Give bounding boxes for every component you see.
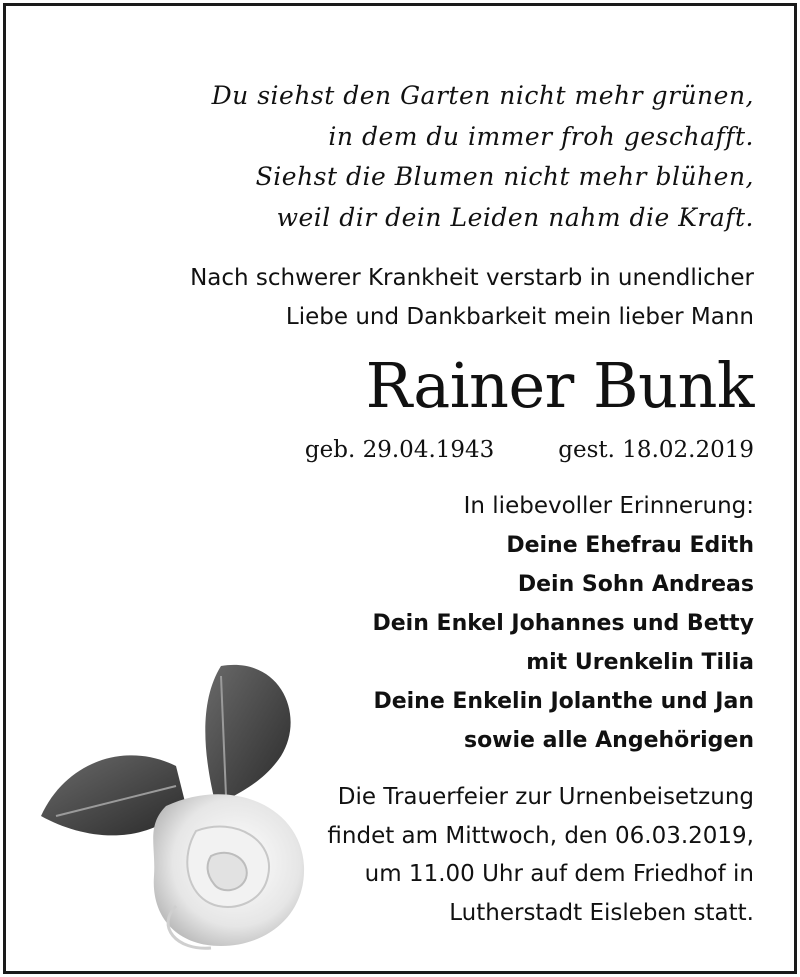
funeral-info bbox=[327, 778, 754, 932]
mourners-list bbox=[373, 526, 755, 760]
mourner: Deine Ehefrau Edith bbox=[506, 533, 754, 558]
funeral-line: Lutherstadt Eisleben statt. bbox=[449, 899, 754, 926]
intro-line: Liebe und Dankbarkeit mein lieber Mann bbox=[285, 304, 754, 330]
mourner: Dein Sohn Andreas bbox=[517, 572, 754, 597]
intro-line: Nach schwerer Krankheit verstarb in unendlicher bbox=[190, 265, 754, 291]
funeral-line: um 11.00 Uhr auf dem Friedhof in bbox=[364, 861, 754, 887]
obituary-notice bbox=[3, 3, 797, 974]
intro-text bbox=[190, 259, 754, 337]
funeral-line: findet am Mittwoch, den 06.03.2019, bbox=[327, 822, 754, 849]
poem-line: Siehst die Blumen nicht mehr blühen, bbox=[255, 162, 754, 191]
poem-line: Du siehst den Garten nicht mehr grünen, bbox=[211, 81, 754, 110]
death-date: gest. 18.02.2019 bbox=[558, 437, 754, 463]
poem bbox=[212, 76, 754, 238]
mourner: sowie alle Angehörigen bbox=[463, 728, 754, 753]
rose-icon bbox=[36, 656, 326, 956]
funeral-line: Die Trauerfeier zur Urnenbeisetzung bbox=[337, 784, 754, 810]
poem-line: weil dir dein Leiden nahm die Kraft. bbox=[276, 202, 754, 232]
memory-heading: In liebevoller Erinnerung: bbox=[463, 493, 754, 519]
mourner: mit Urenkelin Tilia bbox=[526, 650, 754, 675]
birth-date: geb. 29.04.1943 bbox=[304, 437, 495, 463]
poem-line: in dem du immer froh geschafft. bbox=[328, 121, 754, 151]
life-dates bbox=[305, 430, 754, 470]
mourner: Dein Enkel Johannes und Betty bbox=[372, 611, 754, 636]
deceased-name: Rainer Bunk bbox=[365, 349, 754, 422]
mourner: Deine Enkelin Jolanthe und Jan bbox=[373, 689, 754, 714]
